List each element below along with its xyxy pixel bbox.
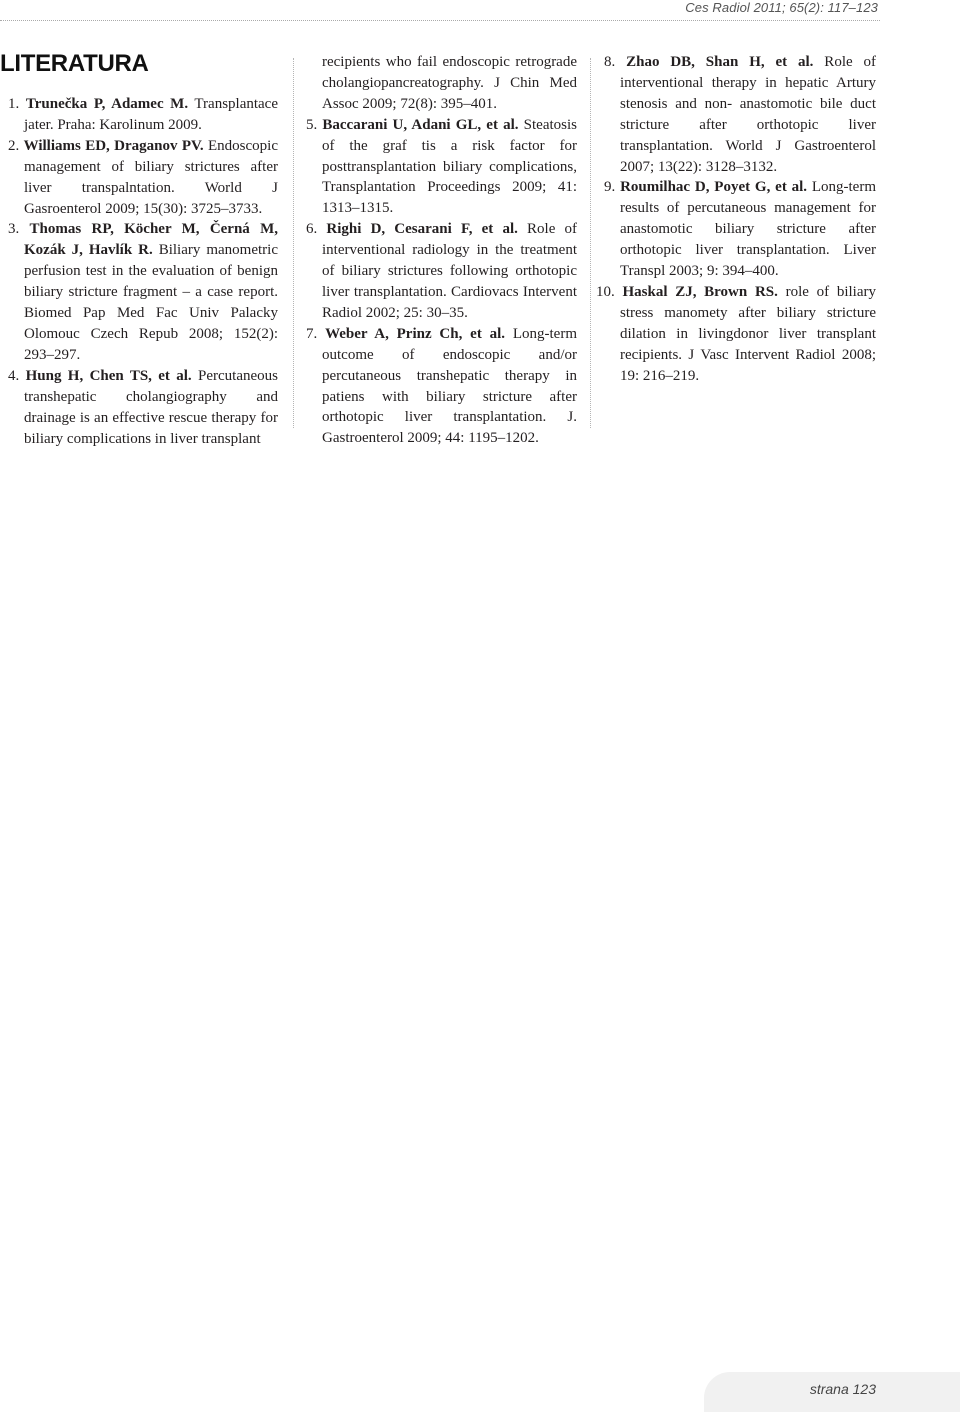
reference-number: 4.	[8, 367, 20, 384]
reference-column-3	[596, 52, 877, 387]
section-title: LITERATURA	[0, 50, 149, 77]
reference-authors: Weber A, Prinz Ch, et al.	[325, 325, 506, 342]
reference-text: Steatosis of the graf tis a risk factor for posttransplantation biliary complications, Transplantation Proceedings 2009; 41: 1313–1315.	[322, 116, 577, 217]
reference-text: Percutaneous transhepatic cholangiography and drainage is an effective rescue therapy for biliary complications in liver transplant	[24, 367, 279, 447]
reference-item	[604, 177, 876, 282]
reference-authors: Williams ED, Draganov PV.	[23, 137, 204, 154]
reference-authors: Thomas RP, Köcher M, Černá M, Kozák J, Havlík R.	[24, 221, 278, 259]
reference-authors: Baccarani U, Adani GL, et al.	[322, 116, 519, 133]
reference-number: 7.	[306, 325, 318, 342]
reference-item	[8, 94, 278, 136]
reference-text: role of biliary stress manomety after biliary stricture dilation in livingdonor liver transplant recipients. J Vasc Intervent Radiol 2008; 19: 216–219.	[620, 283, 876, 384]
reference-number: 8.	[604, 54, 616, 70]
reference-number: 1.	[8, 96, 20, 112]
reference-number: 10.	[596, 283, 615, 300]
reference-number: 6.	[306, 221, 318, 238]
reference-authors: Hung H, Chen TS, et al.	[25, 367, 192, 384]
reference-item	[596, 282, 876, 387]
reference-authors: Roumilhac D, Poyet G, et al.	[620, 179, 808, 196]
reference-continuation: recipients who fail endoscopic retrograde cholangiopancreatography. J Chin Med Assoc 2009; 72(8): 395–401.	[322, 54, 577, 112]
reference-item	[8, 136, 278, 220]
reference-text: Transplantace jater. Praha: Karolinum 2009.	[24, 96, 278, 133]
column-divider	[590, 58, 591, 428]
reference-item	[306, 219, 577, 324]
reference-number: 5.	[306, 116, 318, 133]
reference-item	[8, 366, 278, 450]
running-head: Ces Radiol 2011; 65(2): 117–123	[685, 0, 878, 15]
reference-number: 3.	[8, 221, 20, 238]
reference-authors: Righi D, Cesarani F, et al.	[326, 221, 518, 238]
reference-text: Biliary manometric perfusion test in the evaluation of benign biliary stricture fragment – a case report. Biomed Pap Med Fac Univ Palacky Olomouc Czech Repub 2008; 152(2): 293–297.	[24, 242, 278, 363]
reference-number: 2.	[8, 137, 20, 154]
header-rule	[0, 20, 880, 21]
reference-text: Long-term outcome of endoscopic and/or percutaneous transhepatic therapy in patiens with biliary stricture after orthotopic liver transplantation. J. Gastroenterol 2009; 44: 1195–1202.	[322, 325, 577, 447]
reference-text: Role of interventional therapy in hepatic Artury stenosis and non- anastomotic bile duct stricture after orthotopic liver transplantation. World J Gastroenterol 2007; 13(22): 3128–3132.	[620, 54, 877, 175]
reference-text: Role of interventional radiology in the treatment of biliary strictures following orthotopic liver transplantation. Cardiovacs Intervent Radiol 2002; 25: 30–35.	[322, 221, 578, 321]
reference-authors: Zhao DB, Shan H, et al.	[626, 54, 814, 70]
reference-text: Long-term results of percutaneous management for anastomotic biliary stricture after orthotopic liver transplantation. Liver Transpl 2003; 9: 394–400.	[620, 179, 877, 280]
column-divider	[293, 58, 294, 428]
reference-authors: Trunečka P, Adamec M.	[25, 96, 189, 112]
reference-text: Endoscopic management of biliary strictures after liver transpalntation. World J Gasroenterol 2009; 15(30): 3725–3733.	[24, 137, 278, 217]
reference-column-1	[8, 94, 278, 449]
reference-column-2	[306, 52, 577, 449]
reference-item	[306, 115, 577, 220]
reference-authors: Haskal ZJ, Brown RS.	[622, 283, 778, 300]
reference-item	[604, 52, 876, 177]
page-number: strana 123	[809, 1381, 876, 1397]
reference-number: 9.	[604, 179, 616, 196]
reference-item	[8, 219, 278, 365]
reference-item	[306, 324, 577, 449]
